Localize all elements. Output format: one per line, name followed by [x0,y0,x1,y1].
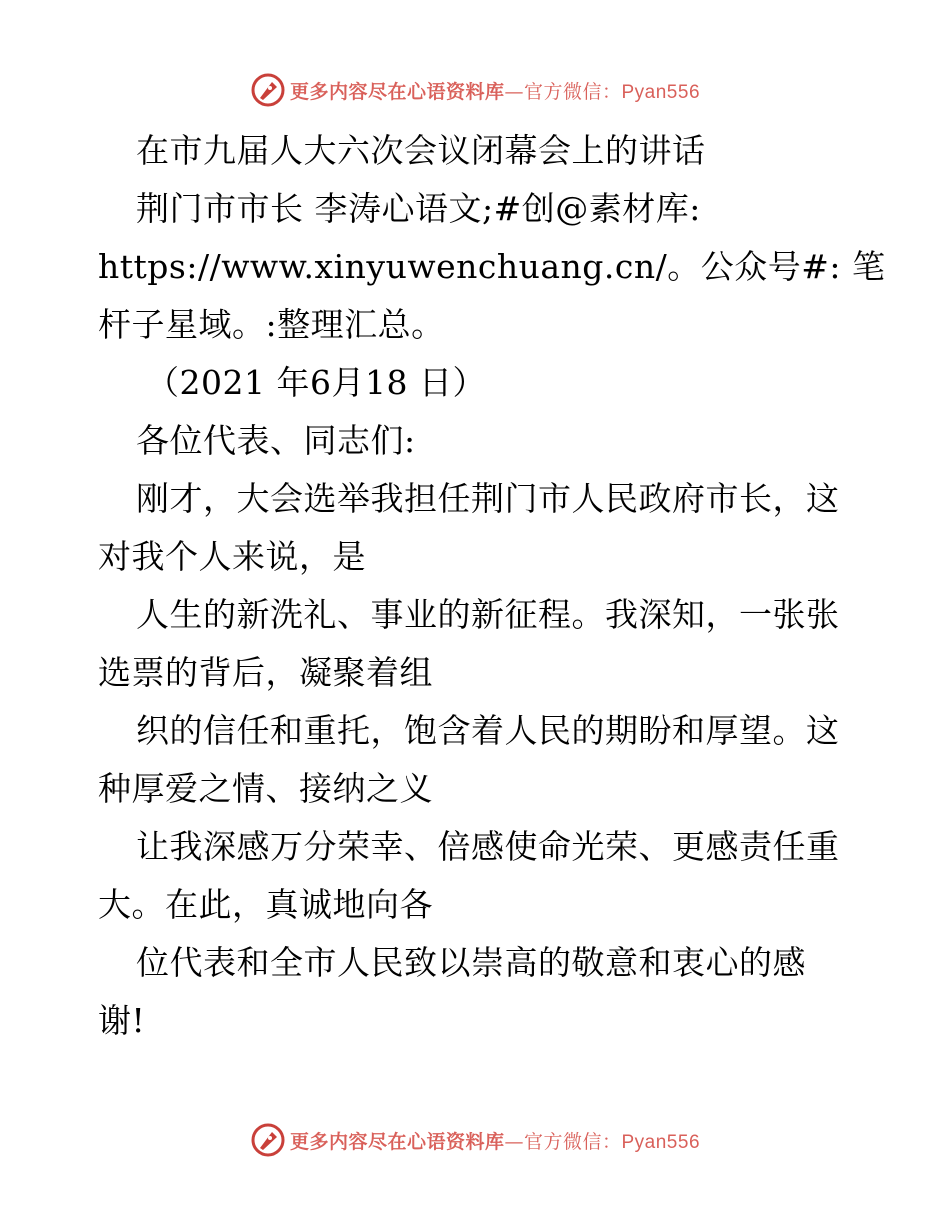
banner-text [290,1127,700,1154]
footer-banner [0,1120,950,1160]
salutation-line: 各位代表、同志们: [136,421,416,460]
source-url-line: https://www.xinyuwenchuang.cn/。公众号#: 笔 [98,247,886,286]
paragraph-line: 选票的背后，凝聚着组 [98,653,433,692]
paragraph-line: 让我深感万分荣幸、倍感使命光荣、更感责任重 [136,827,840,866]
pen-nib-logo-icon [250,1122,286,1158]
banner-main-text: 更多内容尽在心语资料库 [289,1130,505,1153]
paragraph-line: 位代表和全市人民致以崇高的敬意和衷心的感 [136,943,806,982]
paragraph-line: 对我个人来说，是 [98,537,366,576]
paragraph-line: 人生的新洗礼、事业的新征程。我深知，一张张 [136,595,840,634]
banner-dash: — [504,80,524,103]
pen-nib-logo-icon [250,72,286,108]
source-note-line: 杆子星域。:整理汇总。 [98,305,445,344]
paragraph-line: 大。在此，真诚地向各 [98,885,433,924]
author-line: 荆门市市长 李涛心语文;#创@素材库: [136,189,701,228]
paragraph-line: 种厚爱之情、接纳之义 [98,769,433,808]
paragraph-line: 织的信任和重托，饱含着人民的期盼和厚望。这 [136,711,840,750]
banner-dash: — [504,1130,524,1153]
banner-wechat-id: Pyan556 [621,1131,701,1153]
banner-main-text: 更多内容尽在心语资料库 [289,80,505,103]
header-banner [0,70,950,110]
banner-text [290,77,700,104]
banner-wechat-label: 官方微信： [523,81,622,103]
date-line: （2021 年6月18 日） [146,363,486,402]
banner-wechat-id: Pyan556 [621,81,701,103]
document-body [98,122,886,1050]
paragraph-line: 刚才，大会选举我担任荆门市人民政府市长，这 [136,479,840,518]
paragraph-line: 谢! [98,1001,146,1040]
banner-wechat-label: 官方微信： [523,1131,622,1153]
document-title: 在市九届人大六次会议闭幕会上的讲话 [136,131,706,170]
